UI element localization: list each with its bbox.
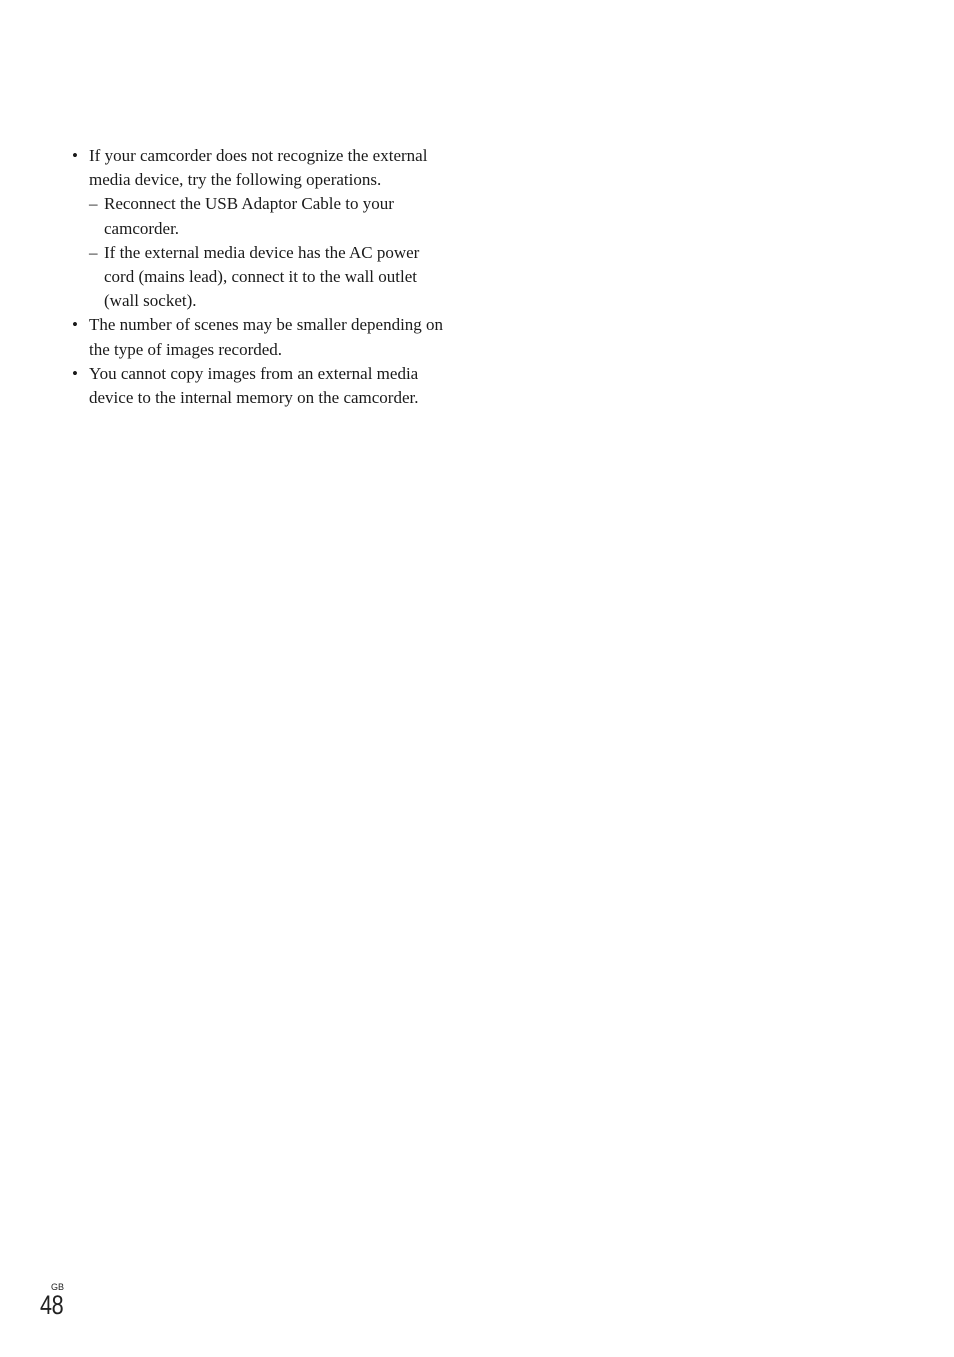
note-bullet-3 [72,362,452,410]
sub-item-2 [89,241,452,314]
bullet-icon: • [72,146,78,165]
sub-list [89,192,452,313]
bullet-icon: • [72,315,78,335]
note-text: The number of scenes may be smaller depending on the type of images recorded. [89,315,444,359]
sub-item-text: If the external media device has the AC power cord (mains lead), connect it to the wall outlet (wall socket). [104,242,420,311]
sub-item-text: Reconnect the USB Adaptor Cable to your camcorder. [104,194,394,238]
dash-icon: – [89,242,98,262]
page-number: 48 [40,1290,64,1320]
note-text: You cannot copy images from an external media device to the internal memory on the camcorder. [89,363,419,408]
region-code: GB [51,1282,65,1292]
dash-icon: – [89,194,98,214]
sub-item-1 [89,192,452,240]
note-bullet-1 [72,144,452,313]
bullet-icon: • [72,363,78,383]
note-text: If your camcorder does not recognize the external media device, try the following operations. [89,146,428,190]
note-bullet-2 [72,313,452,361]
notes-column [72,144,452,410]
